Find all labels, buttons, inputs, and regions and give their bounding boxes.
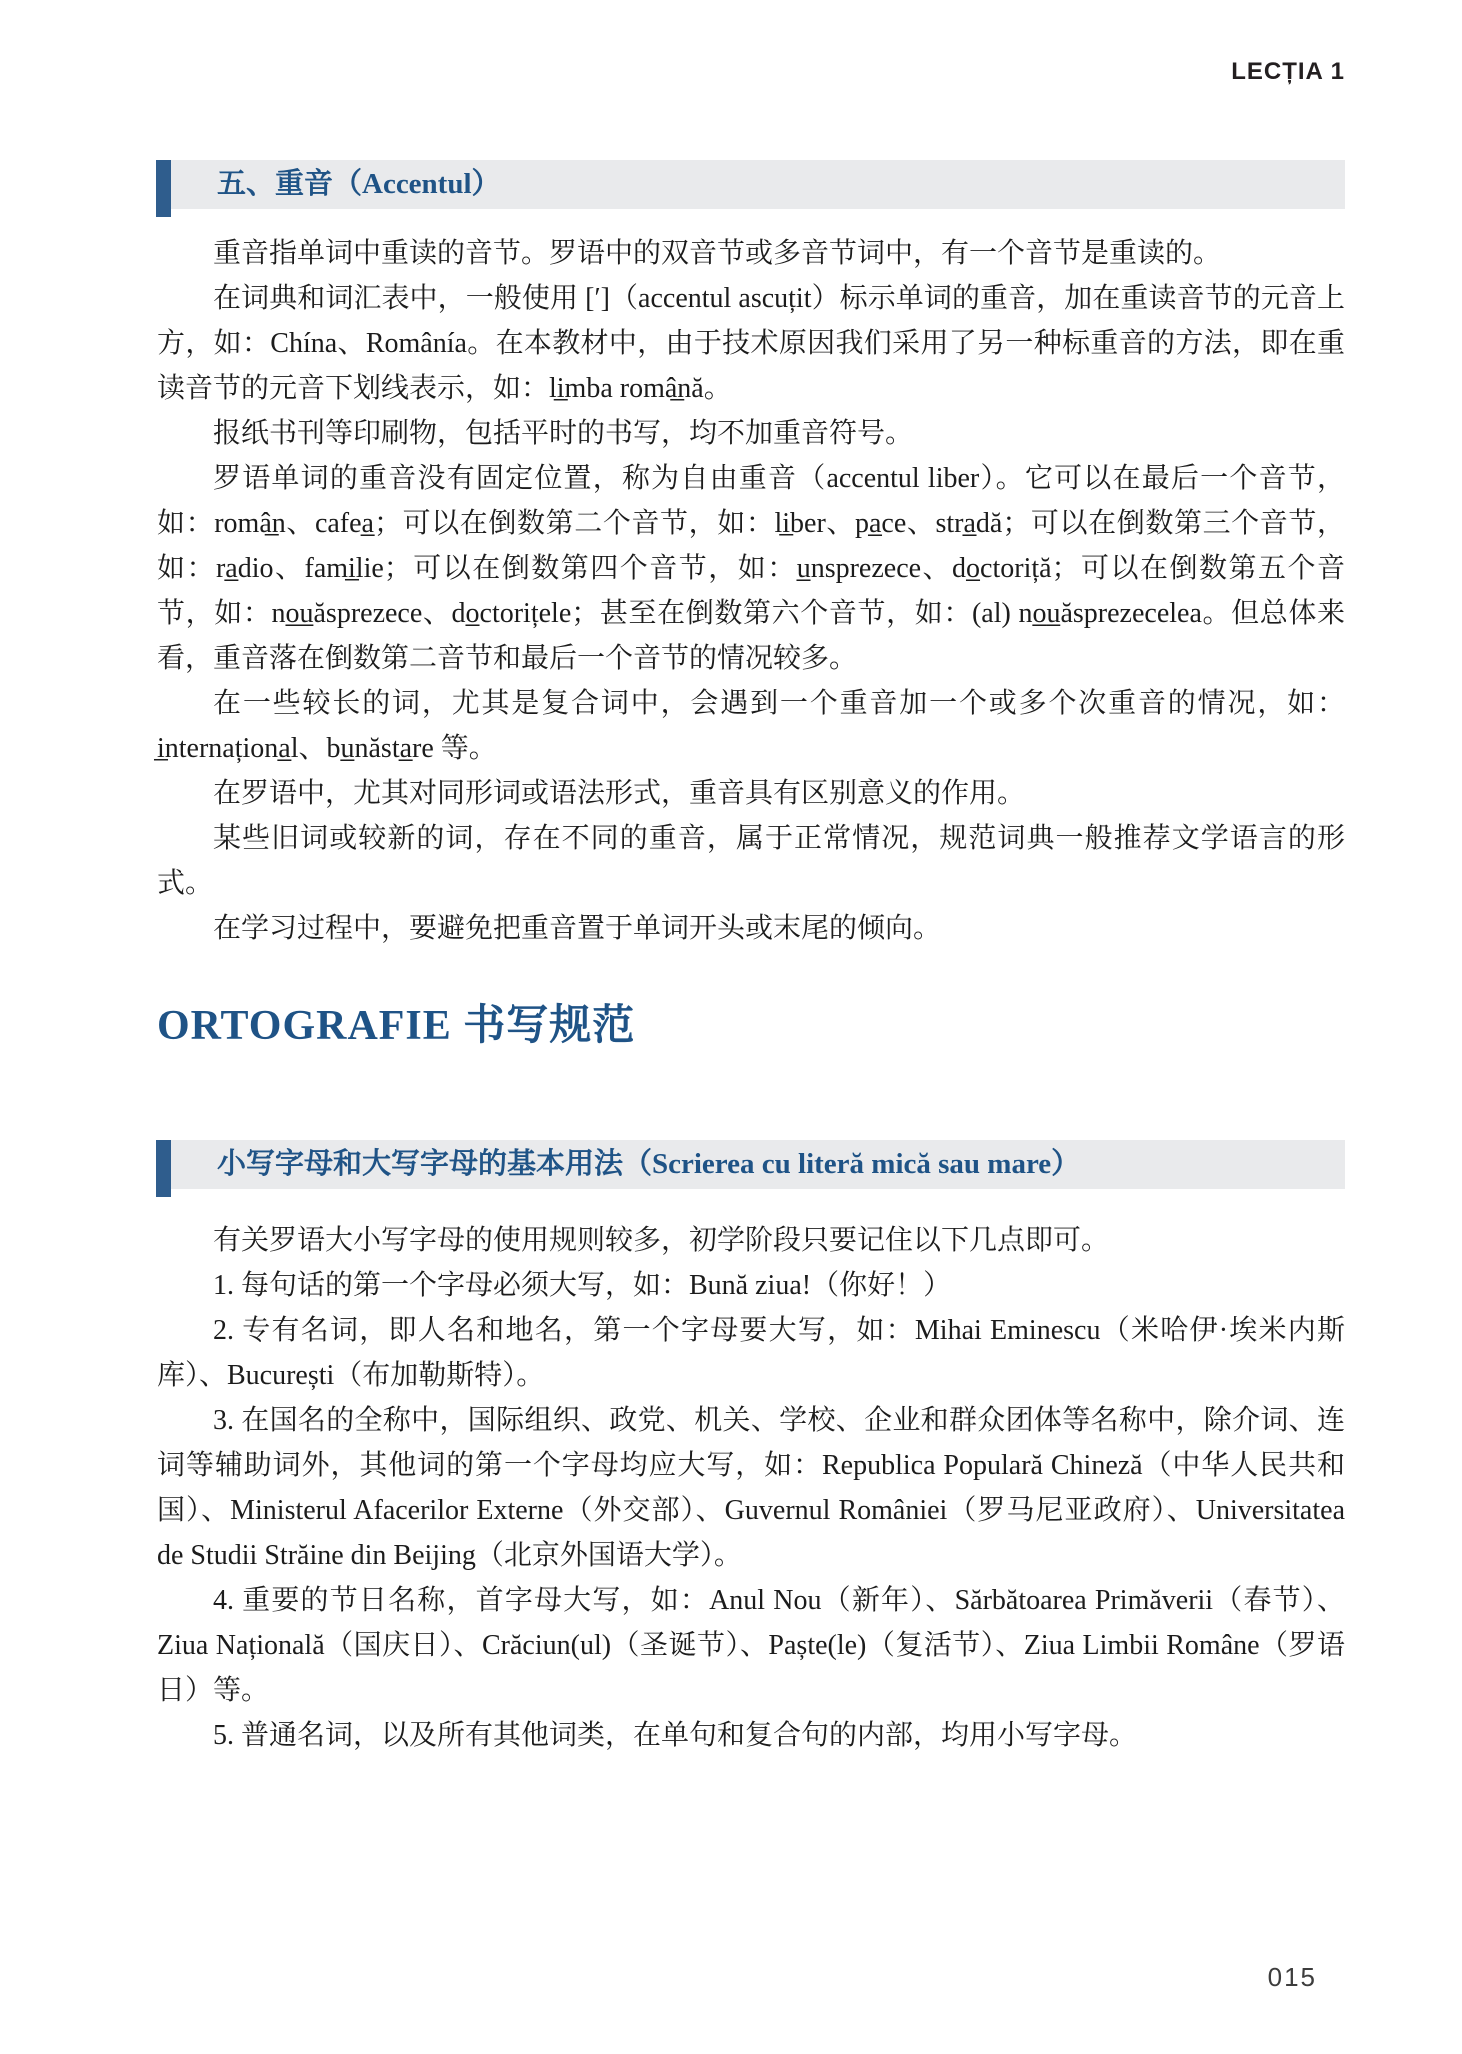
body-paragraph: 5. 普通名词，以及所有其他词类，在单句和复合句的内部，均用小写字母。 bbox=[213, 1720, 1138, 1751]
section-header-accent bbox=[156, 160, 1345, 209]
running-head-lesson: LECȚIA 1 bbox=[1231, 58, 1345, 85]
body-paragraph: 在学习过程中，要避免把重音置于单词开头或末尾的倾向。 bbox=[213, 913, 942, 944]
body-paragraph: 4. 重要的节日名称，首字母大写，如：Anul Nou（新年）、Sărbătoarea Primăverii（春节）、Ziua Națională（国庆日）、Crăciun(ul)（圣诞节）、Paște(le)（复活节）、Ziua Limbii Române（罗语日）等。 bbox=[157, 1585, 1345, 1706]
body-paragraph: 在罗语中，尤其对同形词或语法形式，重音具有区别意义的作用。 bbox=[213, 778, 1026, 809]
section-accent-title: 五、重音（Accentul） bbox=[217, 168, 501, 200]
section-header-case bbox=[156, 1140, 1345, 1189]
body-paragraph: 2. 专有名词，即人名和地名，第一个字母要大写，如：Mihai Eminescu（米哈伊·埃米内斯库）、București（布加勒斯特）。 bbox=[157, 1315, 1345, 1391]
body-paragraph: 3. 在国名的全称中，国际组织、政党、机关、学校、企业和群众团体等名称中，除介词、连词等辅助词外，其他词的第一个字母均应大写，如：Republica Populară Chineză（中华人民共和国）、Ministerul Afacerilor Externe（外交部）、Guvernul României（罗马尼亚政府）、Universitatea de Studii Străine din Beijing（北京外国语大学）。 bbox=[157, 1405, 1345, 1571]
section-case-body bbox=[157, 1218, 1345, 1758]
chapter-heading-ortografie: ORTOGRAFIE 书写规范 bbox=[157, 1003, 636, 1049]
body-paragraph: 重音指单词中重读的音节。罗语中的双音节或多音节词中，有一个音节是重读的。 bbox=[213, 238, 1222, 269]
page-number: 015 bbox=[1267, 1962, 1317, 1992]
body-paragraph: 在词典和词汇表中，一般使用 [′]（accentul ascuțit）标示单词的重音，加在重读音节的元音上方，如：Chína、Românía。在本教材中，由于技术原因我们采用了另一种标重音的方法，即在重读音节的元音下划线表示，如：li̲mba româ̲nă。 bbox=[157, 283, 1345, 404]
body-paragraph: 某些旧词或较新的词，存在不同的重音，属于正常情况，规范词典一般推荐文学语言的形式。 bbox=[157, 823, 1345, 899]
section-case-rule-bar bbox=[156, 1140, 171, 1197]
body-paragraph: 罗语单词的重音没有固定位置，称为自由重音（accentul liber）。它可以在最后一个音节，如：româ̲n、cafea̲；可以在倒数第二个音节，如：li̲ber、pa̲ce、stra̲dă；可以在倒数第三个音节，如：ra̲dio、fami̲lie；可以在倒数第四个音节，如：u̲nsprezece、do̲ctoriță；可以在倒数第五个音节，如：no̲u̲ăsprezece、do̲ctorițele；甚至在倒数第六个音节，如：(al) no̲u̲ăsprezecelea。但总体来看，重音落在倒数第二音节和最后一个音节的情况较多。 bbox=[157, 463, 1345, 674]
body-paragraph: 1. 每句话的第一个字母必须大写，如：Bună ziua!（你好！） bbox=[213, 1270, 952, 1301]
body-paragraph: 报纸书刊等印刷物，包括平时的书写，均不加重音符号。 bbox=[213, 418, 914, 449]
body-paragraph: 有关罗语大小写字母的使用规则较多，初学阶段只要记住以下几点即可。 bbox=[213, 1225, 1110, 1256]
body-paragraph: 在一些较长的词，尤其是复合词中，会遇到一个重音加一个或多个次重音的情况，如：i̲nternaționa̲l、bu̲năsta̲re 等。 bbox=[157, 688, 1345, 764]
section-accent-rule-bar bbox=[156, 160, 171, 217]
section-case-title: 小写字母和大写字母的基本用法（Scrierea cu literă mică sau mare） bbox=[217, 1148, 1081, 1180]
section-accent-body bbox=[157, 231, 1345, 951]
